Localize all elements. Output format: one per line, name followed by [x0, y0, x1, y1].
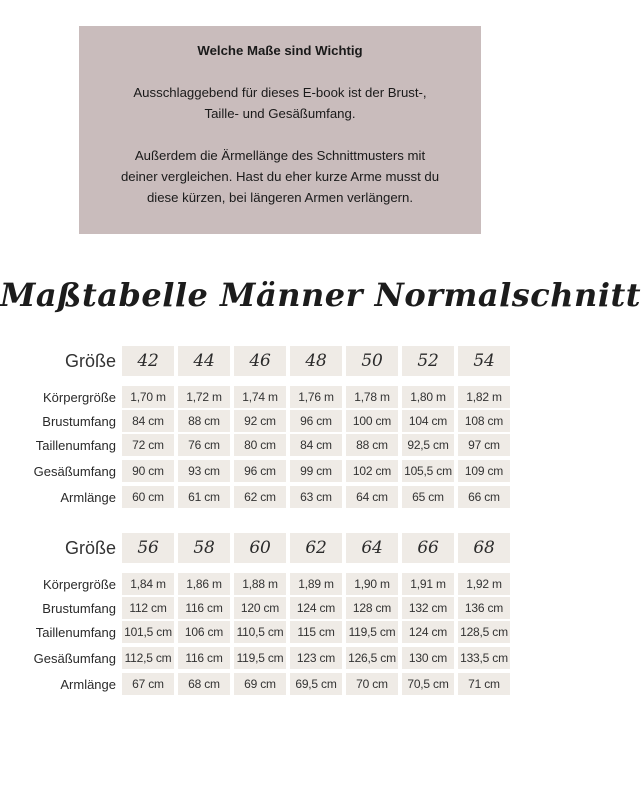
table-row-arm [0, 486, 560, 510]
row-label-hip: Gesäßumfang [33, 651, 116, 666]
size-cell: 44 [178, 346, 230, 376]
measure-cell: 1,78 m [346, 386, 398, 408]
measure-cell: 1,74 m [234, 386, 286, 408]
measure-cell: 119,5 cm [346, 621, 398, 643]
row-label-height: Körpergröße [43, 390, 116, 405]
measure-cell: 88 cm [346, 434, 398, 456]
measure-cell: 1,70 m [122, 386, 174, 408]
measure-cell: 80 cm [234, 434, 286, 456]
measure-cell: 116 cm [178, 647, 230, 669]
measure-cell: 71 cm [458, 673, 510, 695]
measure-cell: 1,88 m [234, 573, 286, 595]
measure-cell: 69 cm [234, 673, 286, 695]
measure-cell: 132 cm [402, 597, 454, 619]
table-row-height [0, 386, 560, 410]
size-cell: 54 [458, 346, 510, 376]
table-row-waist [0, 621, 560, 645]
table-row-chest [0, 410, 560, 434]
size-cell: 60 [234, 533, 286, 563]
measure-cell: 1,86 m [178, 573, 230, 595]
info-title: Welche Maße sind Wichtig [197, 43, 363, 58]
row-label-waist: Taillenumfang [35, 438, 116, 453]
table-row-arm [0, 673, 560, 697]
size-cell: 66 [402, 533, 454, 563]
measure-cell: 1,91 m [402, 573, 454, 595]
measure-cell: 62 cm [234, 486, 286, 508]
measure-cell: 124 cm [290, 597, 342, 619]
measure-cell: 92 cm [234, 410, 286, 432]
row-label-chest: Brustumfang [42, 601, 116, 616]
measure-cell: 102 cm [346, 460, 398, 482]
measure-cell: 60 cm [122, 486, 174, 508]
size-cell: 64 [346, 533, 398, 563]
measure-cell: 84 cm [122, 410, 174, 432]
measure-cell: 76 cm [178, 434, 230, 456]
measure-cell: 104 cm [402, 410, 454, 432]
measure-cell: 133,5 cm [458, 647, 510, 669]
measure-cell: 1,76 m [290, 386, 342, 408]
measure-cell: 120 cm [234, 597, 286, 619]
size-cell: 68 [458, 533, 510, 563]
measure-cell: 112 cm [122, 597, 174, 619]
size-cell: 46 [234, 346, 286, 376]
row-label-height: Körpergröße [43, 577, 116, 592]
info-paragraph-main-measures: Ausschlaggebend für dieses E-book ist der Brust-, Taille- und Gesäßumfang. [133, 85, 427, 121]
measure-cell: 84 cm [290, 434, 342, 456]
info-paragraph-sleeve-length: Außerdem die Ärmellänge des Schnittmusters mit deiner vergleichen. Hast du eher kurze Arme musst du diese kürzen, bei längeren Armen verlängern. [120, 148, 440, 205]
info-box [79, 26, 481, 234]
measure-cell: 126,5 cm [346, 647, 398, 669]
measure-cell: 63 cm [290, 486, 342, 508]
measure-cell: 97 cm [458, 434, 510, 456]
measure-cell: 1,90 m [346, 573, 398, 595]
measure-cell: 65 cm [402, 486, 454, 508]
measure-cell: 101,5 cm [122, 621, 174, 643]
measure-cell: 1,89 m [290, 573, 342, 595]
measure-cell: 106 cm [178, 621, 230, 643]
measure-cell: 88 cm [178, 410, 230, 432]
measure-cell: 61 cm [178, 486, 230, 508]
measure-cell: 108 cm [458, 410, 510, 432]
table-row-chest [0, 597, 560, 621]
size-cell: 50 [346, 346, 398, 376]
table-row-size [0, 346, 560, 370]
measure-cell: 112,5 cm [122, 647, 174, 669]
measure-cell: 67 cm [122, 673, 174, 695]
measure-cell: 100 cm [346, 410, 398, 432]
measure-cell: 93 cm [178, 460, 230, 482]
measure-cell: 92,5 cm [402, 434, 454, 456]
measure-cell: 124 cm [402, 621, 454, 643]
size-cell: 42 [122, 346, 174, 376]
row-label-arm: Armlänge [60, 677, 116, 692]
measure-cell: 1,84 m [122, 573, 174, 595]
measure-cell: 96 cm [234, 460, 286, 482]
measure-cell: 136 cm [458, 597, 510, 619]
table-row-hip [0, 460, 560, 484]
size-cell: 62 [290, 533, 342, 563]
size-cell: 48 [290, 346, 342, 376]
measure-cell: 68 cm [178, 673, 230, 695]
table-row-hip [0, 647, 560, 671]
row-label-size: Größe [64, 351, 116, 371]
measure-cell: 123 cm [290, 647, 342, 669]
measure-cell: 128 cm [346, 597, 398, 619]
measure-cell: 96 cm [290, 410, 342, 432]
measure-cell: 1,80 m [402, 386, 454, 408]
measure-cell: 99 cm [290, 460, 342, 482]
measure-cell: 110,5 cm [234, 621, 286, 643]
table-row-waist [0, 434, 560, 458]
measure-cell: 1,72 m [178, 386, 230, 408]
size-cell: 58 [178, 533, 230, 563]
measure-cell: 1,92 m [458, 573, 510, 595]
measure-cell: 64 cm [346, 486, 398, 508]
size-cell: 56 [122, 533, 174, 563]
row-label-hip: Gesäßumfang [33, 464, 116, 479]
measure-cell: 72 cm [122, 434, 174, 456]
table-row-size [0, 533, 560, 557]
measure-cell: 115 cm [290, 621, 342, 643]
row-label-chest: Brustumfang [42, 414, 116, 429]
row-label-waist: Taillenumfang [35, 625, 116, 640]
row-label-arm: Armlänge [60, 490, 116, 505]
measure-cell: 116 cm [178, 597, 230, 619]
row-label-size: Größe [64, 538, 116, 558]
measure-cell: 105,5 cm [402, 460, 454, 482]
measure-cell: 109 cm [458, 460, 510, 482]
measure-cell: 70 cm [346, 673, 398, 695]
table-row-height [0, 573, 560, 597]
measure-cell: 1,82 m [458, 386, 510, 408]
measure-cell: 69,5 cm [290, 673, 342, 695]
measure-cell: 128,5 cm [458, 621, 510, 643]
measure-cell: 70,5 cm [402, 673, 454, 695]
measure-cell: 130 cm [402, 647, 454, 669]
page-title: Maßtabelle Männer Normalschnitt [0, 276, 641, 314]
measure-cell: 119,5 cm [234, 647, 286, 669]
measure-cell: 90 cm [122, 460, 174, 482]
measure-cell: 66 cm [458, 486, 510, 508]
size-cell: 52 [402, 346, 454, 376]
